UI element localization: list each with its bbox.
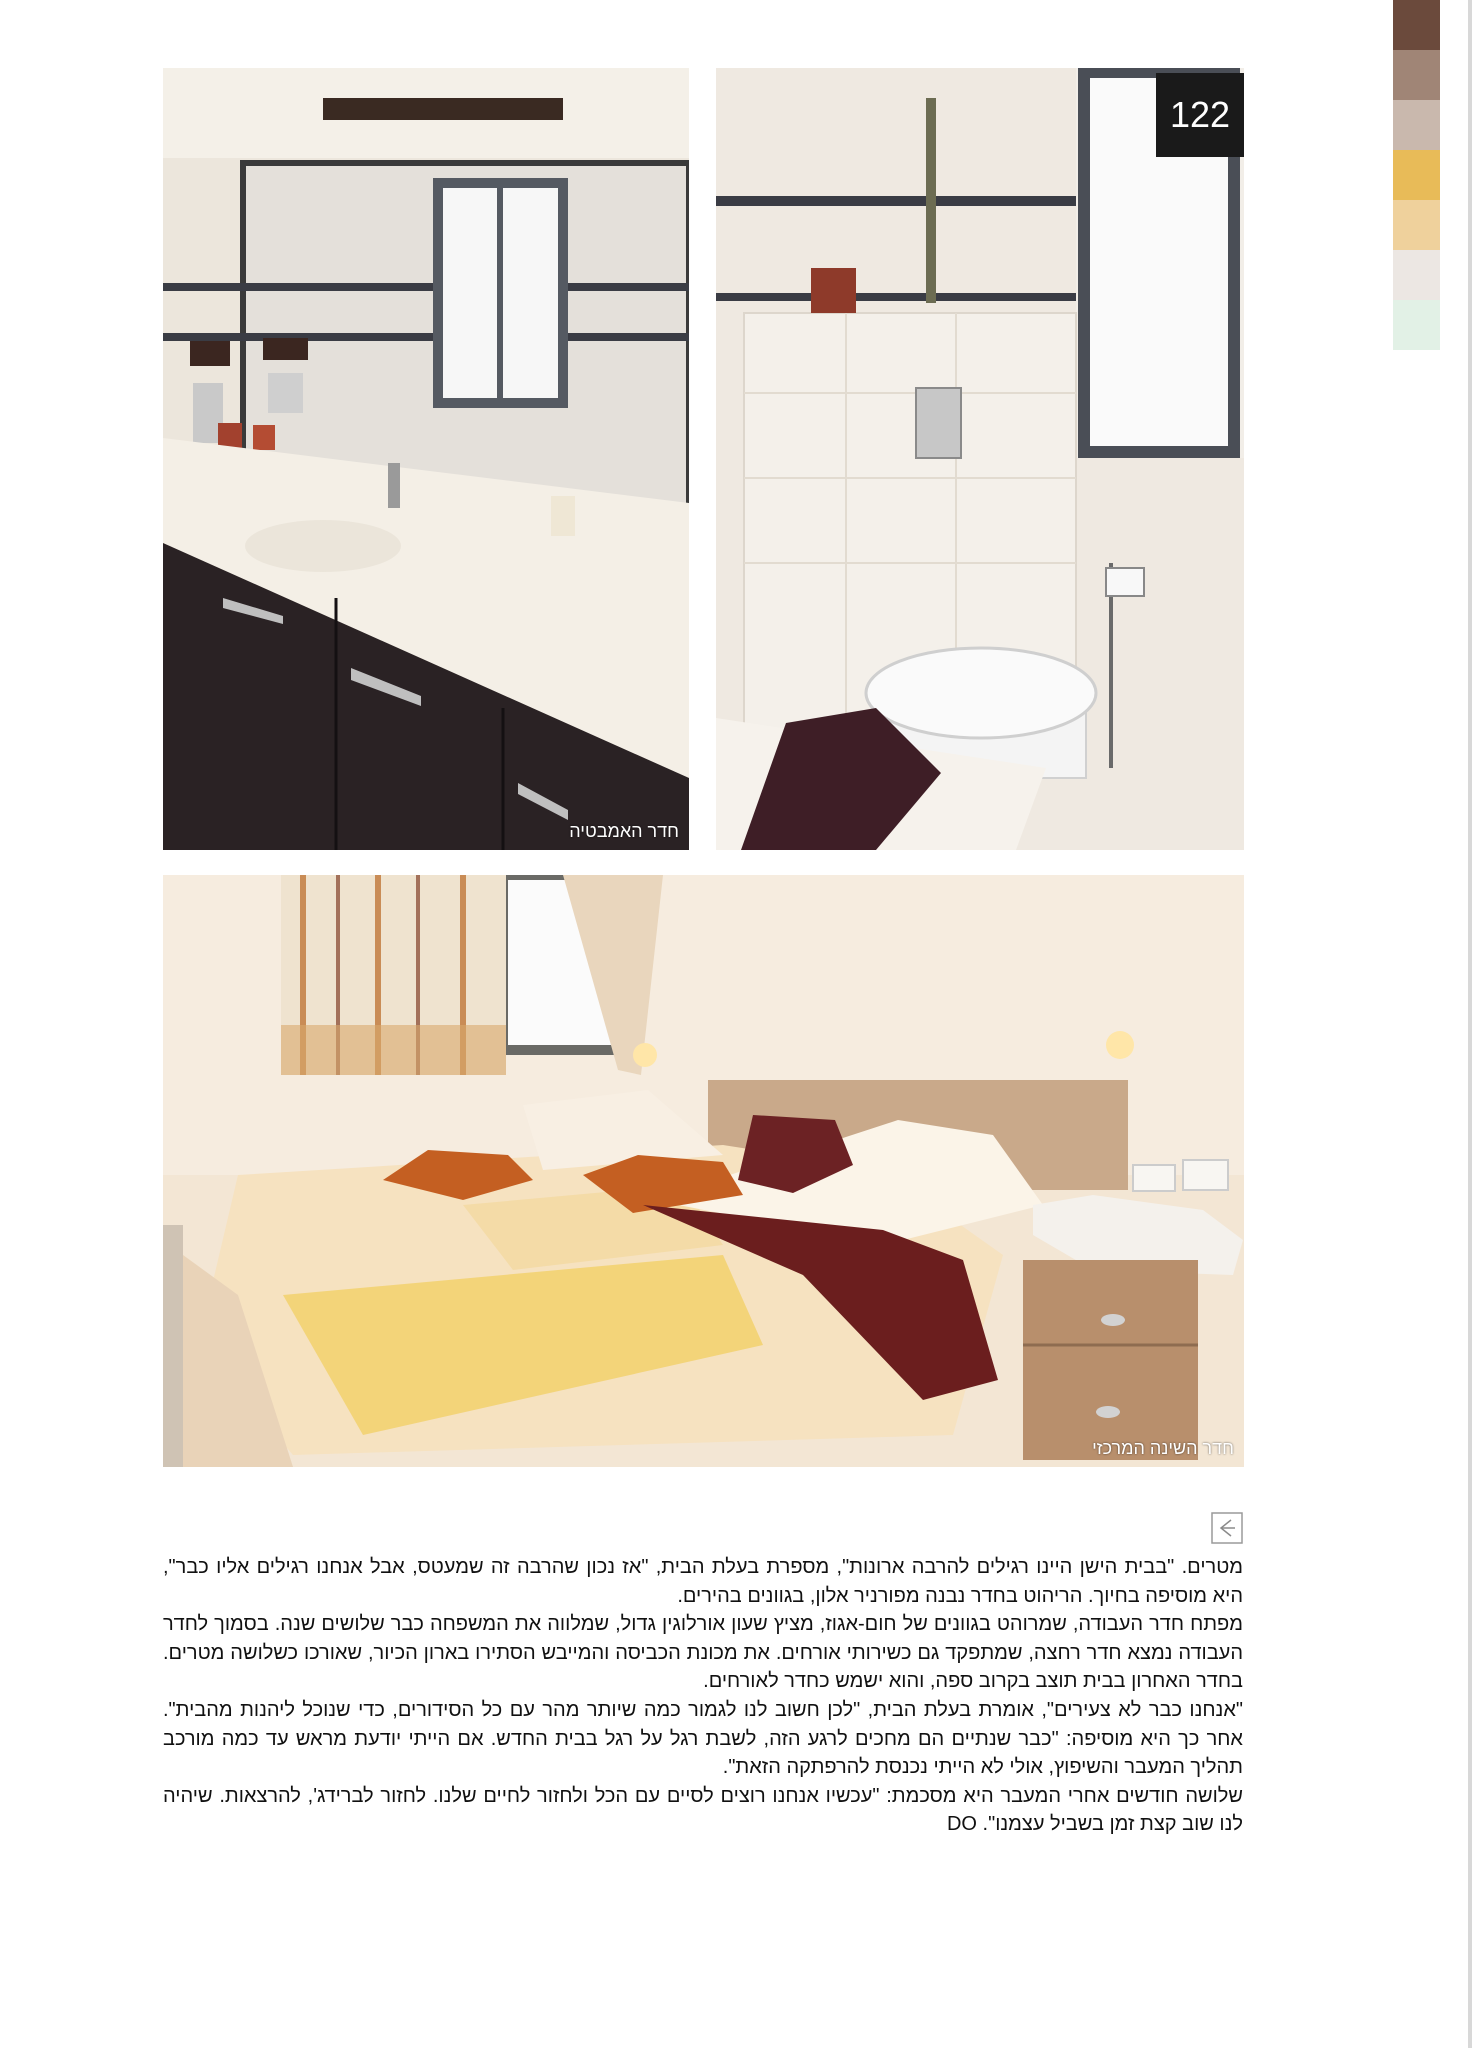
article-body — [163, 1553, 1243, 1839]
page-number: 122 — [1156, 73, 1244, 157]
photo-toilet — [716, 68, 1244, 850]
color-swatch — [1393, 150, 1440, 200]
color-swatch — [1393, 200, 1440, 250]
color-swatch — [1393, 100, 1440, 150]
color-swatch — [1393, 50, 1440, 100]
body-paragraph-1: מטרים. "בבית הישן היינו רגילים להרבה ארונות", מספרת בעלת הבית, "אז נכון שהרבה זה שמעטס, אבל אנחנו רגילים אליו כבר", היא מוסיפה בחיוך. הריהוט בחדר נבנה מפורניר אלון, בגוונים בהירים. — [163, 1556, 1243, 1607]
body-paragraph-3: "אנחנו כבר לא צעירים", אומרת בעלת הבית, "לכן חשוב לנו לגמור כמה שיותר מהר עם כל הסידורים, כדי שנוכל ליהנות מהבית". אחר כך היא מוסיפה: "כבר שנתיים הם מחכים לרגע הזה, לשבת רגל על רגל בבית החדש. אם הייתי יודעת מראש עד כמה מורכב תהליך המעבר והשיפוץ, אולי לא הייתי נכנסת להרפתקה הזאת". — [163, 1698, 1243, 1779]
arrow-left-icon — [1211, 1512, 1243, 1544]
caption-master-bedroom: חדר השינה המרכזי — [1092, 1438, 1234, 1458]
body-paragraph-2: מפתח חדר העבודה, שמרוהט בגוונים של חום-אגוז, מציץ שעון אורלוגין גדול, שמלווה את המשפחה כבר שלושים שנה. בסמוך לחדר העבודה נמצא חדר רחצה, שמתפקד גם כשירותי אורחים. את מכונת הכביסה והמייבש הסתירו בארון הכיור, שאורכו כשלושה מטרים. בחדר האחרון בבית תוצב בקרוב ספה, והוא ישמש כחדר לאורחים. — [163, 1613, 1243, 1693]
color-swatch-strip — [1393, 0, 1440, 350]
color-swatch — [1393, 300, 1440, 350]
photo-bathroom-vanity — [163, 68, 689, 850]
photo-master-bedroom — [163, 875, 1244, 1467]
color-swatch — [1393, 250, 1440, 300]
page-edge — [1468, 0, 1472, 2048]
color-swatch — [1393, 0, 1440, 50]
body-paragraph-4: שלושה חודשים אחרי המעבר היא מסכמת: "עכשיו אנחנו רוצים לסיים עם הכל ולחזור לחיים שלנו. לחזור לברידג', להרצאות. שיהיה לנו שוב קצת זמן בשביל עצמנו". DO — [163, 1784, 1243, 1836]
caption-bathroom: חדר האמבטיה — [569, 821, 679, 841]
